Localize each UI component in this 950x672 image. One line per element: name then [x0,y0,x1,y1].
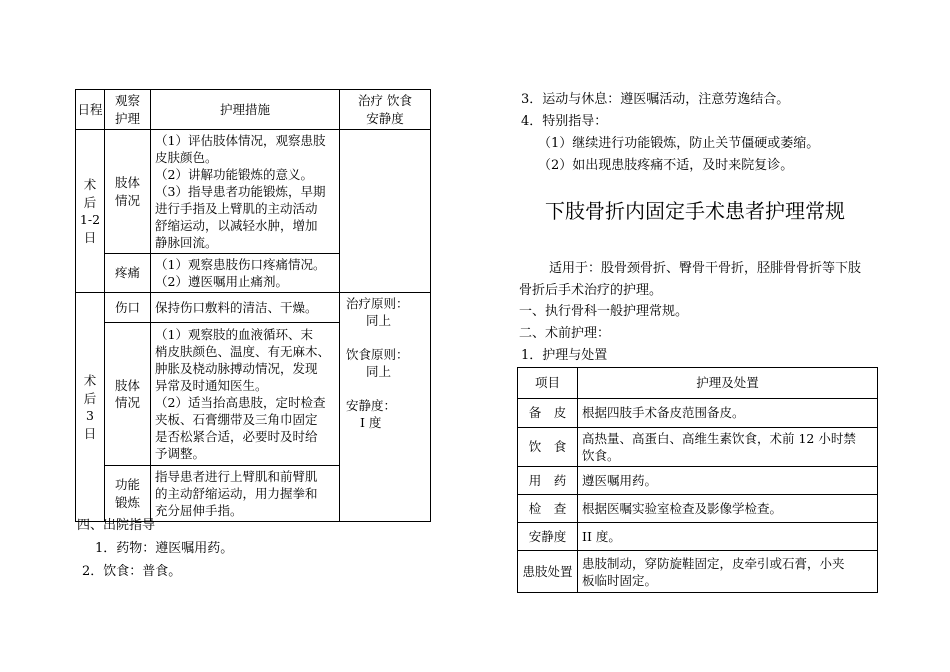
preop-care-table [517,367,878,593]
day-post-op-3: 术 后 3 日 [76,293,105,522]
guidance-item-activity: 3．运动与休息：遵医嘱活动，注意劳逸结合。 [521,92,790,107]
row-item: 用 药 [518,467,578,495]
row-action: II 度。 [578,523,878,551]
item-pain: 疼痛 [105,254,151,293]
item-limb-condition-2: 肢体 情况 [105,323,151,466]
document-title: 下肢骨折内固定手术患者护理常规 [545,199,845,223]
table-row [518,551,878,593]
table-row [518,467,878,495]
row-action: 根据四肢手术备皮范围备皮。 [578,399,878,428]
table-row [518,428,878,467]
left-table-header-row [76,90,431,130]
guidance-item-special: 4．特别指导： [521,114,608,129]
section-discharge-guidance: 四、出院指导 [77,518,156,533]
row-action: 遵医嘱用药。 [578,467,878,495]
subsection-care-and-handling: 1．护理与处置 [521,348,608,363]
table-row [76,293,431,323]
header-schedule: 日程 [76,90,105,130]
therapy-empty-cell [340,130,431,293]
header-item: 项目 [518,368,578,399]
measure-pain: （1）观察患肢伤口疼痛情况。 （2）遵医嘱用止痛剂。 [151,254,340,293]
discharge-item-medication: 1．药物：遵医嘱用药。 [95,541,234,556]
row-item: 备 皮 [518,399,578,428]
item-wound: 伤口 [105,293,151,323]
scope-line-2: 骨折后手术治疗的护理。 [519,283,663,298]
therapy-principles: 治疗原则： 同上 饮食原则： 同上 安静度： I 度 [340,293,431,522]
section-general-care: 一、执行骨科一般护理常规。 [519,304,689,319]
section-preop-care: 二、术前护理： [519,326,611,341]
row-item: 检 查 [518,495,578,523]
discharge-item-diet: 2．饮食：普食。 [82,564,182,579]
measure-functional-exercise: 指导患者进行上臂肌和前臂肌 的主动舒缩运动，用力握拳和 充分屈伸手指。 [151,466,340,522]
scope-line-1: 适用于：股骨颈骨折、臀骨干骨折，胫腓骨骨折等下肢 [549,261,862,276]
item-functional-exercise: 功能 锻炼 [105,466,151,522]
right-table-header-row [518,368,878,399]
row-item: 患肢处置 [518,551,578,593]
measure-limb-condition-2: （1）观察肢的血液循环、末 梢皮肤颜色、温度、有无麻木、 肿胀及桡动脉搏动情况，发现 异常及时通知医生。 （2）适当抬高患肢，定时检查 夹板、石膏绷带及三角巾固定 是否松紧合适，必要时及时给 予调整。 [151,323,340,466]
measure-limb-condition: （1）评估肢体情况，观察患肢 皮肤颜色。 （2）讲解功能锻炼的意义。 （3）指导患者功能锻炼，早期 进行手指及上臂肌的主动活动 舒缩运动，以减轻水肿，增加 静脉回流。 [151,130,340,254]
guidance-subitem-1: （1）继续进行功能锻炼，防止关节僵硬或萎缩。 [538,136,820,151]
day-post-op-1-2: 术 后 1-2 日 [76,130,105,293]
header-action: 护理及处置 [578,368,878,399]
row-item: 饮 食 [518,428,578,467]
table-row [518,523,878,551]
table-row [76,130,431,254]
header-measures: 护理措施 [151,90,340,130]
table-row [518,495,878,523]
row-item: 安静度 [518,523,578,551]
row-action: 患肢制动，穿防旋鞋固定，皮牵引或石膏，小夹 板临时固定。 [578,551,878,593]
header-observe: 观察 护理 [105,90,151,130]
table-row [518,399,878,428]
guidance-subitem-2: （2）如出现患肢疼痛不适，及时来院复诊。 [538,158,794,173]
row-action: 高热量、高蛋白、高维生素饮食，术前 12 小时禁 饮食。 [578,428,878,467]
row-action: 根据医嘱实验室检查及影像学检查。 [578,495,878,523]
item-limb-condition: 肢体 情况 [105,130,151,254]
measure-wound: 保持伤口敷料的清洁、干燥。 [151,293,340,323]
left-nursing-table [75,89,431,522]
header-therapy: 治疗 饮食 安静度 [340,90,431,130]
